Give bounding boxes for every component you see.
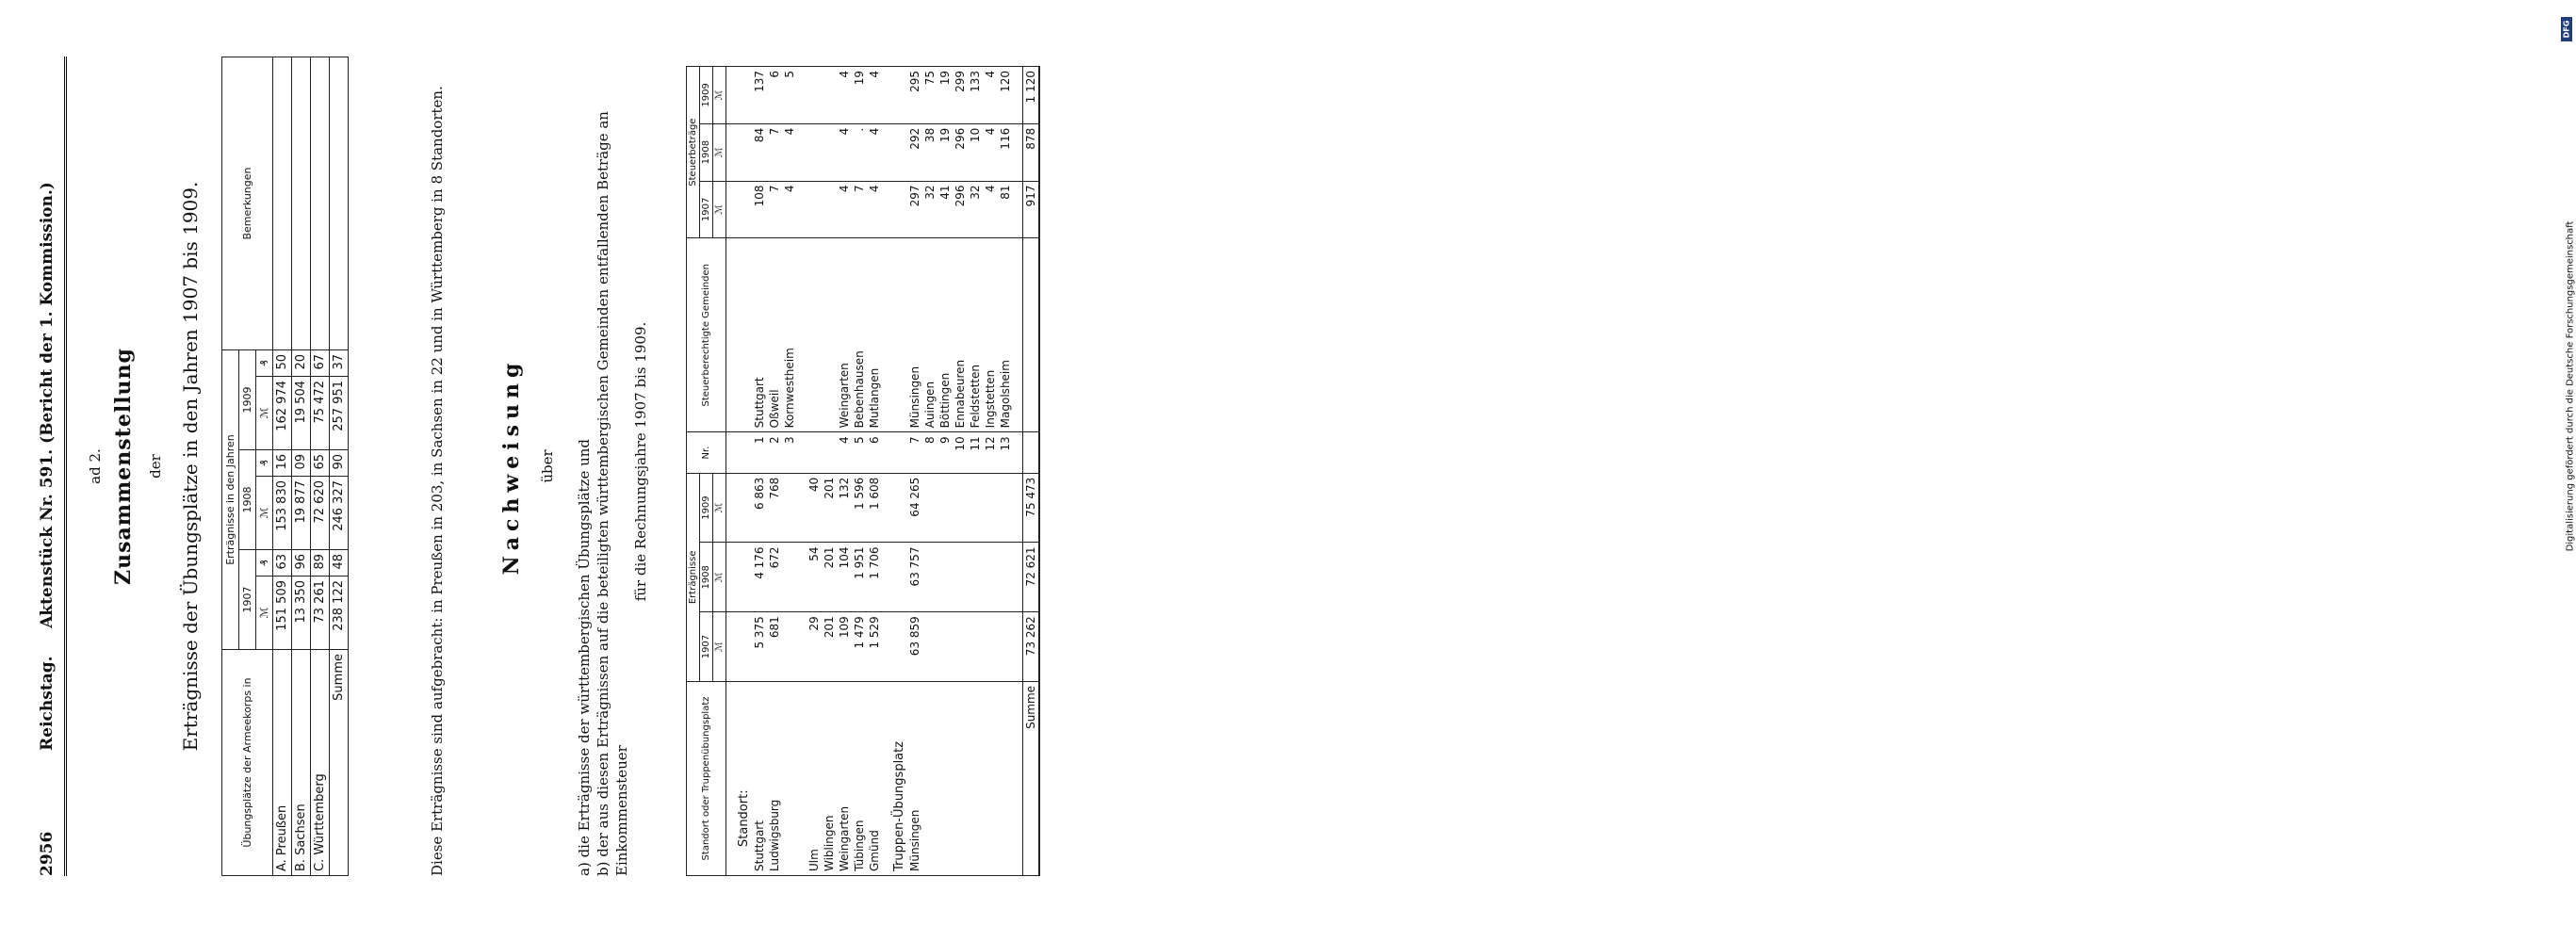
amount-cell: 295 — [907, 67, 922, 124]
page-number: 2956 — [38, 831, 57, 876]
gemeinde-cell: Oßweil — [767, 238, 782, 432]
table-row — [907, 67, 922, 876]
nr-cell — [807, 432, 822, 473]
nr-cell: 6 — [867, 432, 882, 473]
table-row — [752, 67, 767, 876]
year-header: 1908 — [700, 123, 713, 181]
amount-cell: 672 — [767, 543, 782, 612]
amount-cell — [968, 473, 983, 543]
gemeinde-cell: Bebenhausen — [852, 238, 867, 432]
amount-cell: 4 — [837, 67, 852, 124]
total-label: Summe — [330, 650, 349, 876]
amount-cell — [922, 612, 937, 682]
digitization-credit: Digitalisierung gefördert durch die Deutsche Forschungsgemeinschaft — [2565, 220, 2576, 552]
amount-cell: 109 — [837, 612, 852, 682]
rotated-page — [0, 0, 1263, 942]
amount-cell: 75 — [922, 67, 937, 124]
summary-col-remarks: Bemerkungen — [222, 57, 273, 350]
table-row — [837, 67, 852, 876]
gemeinde-cell — [807, 238, 822, 432]
gemeinde-cell: Mutlangen — [867, 238, 882, 432]
nr-cell: 5 — [852, 432, 867, 473]
table-row — [998, 67, 1013, 876]
unit-mark: ℳ — [256, 377, 273, 450]
amount-cell — [953, 543, 968, 612]
amount-cell: 4 176 — [752, 543, 767, 612]
amount-cell: 6 — [767, 67, 782, 124]
amount-cell — [807, 181, 822, 238]
standort-cell: Weingarten — [837, 681, 852, 875]
amount-cell — [822, 67, 837, 124]
table-row — [922, 67, 937, 876]
nachweisung-title: Nachweisung — [499, 357, 524, 576]
total-cell: 72 621 — [1023, 543, 1040, 612]
unit-pf: ₰ — [256, 450, 273, 477]
amount-cell — [968, 612, 983, 682]
header-left: Reichstag. — [38, 656, 57, 751]
amount-cell: 201 — [822, 612, 837, 682]
standort-cell: Ludwigsburg — [767, 681, 782, 875]
cell-value: 72 620 — [311, 477, 330, 550]
amount-cell — [782, 543, 797, 612]
amount-cell: 10 — [968, 123, 983, 181]
row-label: C. Württemberg — [311, 650, 330, 876]
amount-cell: 201 — [822, 543, 837, 612]
amount-cell: 4 — [867, 123, 882, 181]
year-header: 1907 — [700, 612, 713, 682]
amount-cell: 133 — [968, 67, 983, 124]
unit-mark: ℳ — [713, 67, 726, 124]
summary-year: 1909 — [239, 350, 256, 450]
nachweisung-ueber: über — [539, 449, 556, 483]
item-a: a) die Erträgnisse der württembergischen Übungsplätze und — [576, 438, 593, 876]
cell-value: 151 509 — [273, 577, 292, 650]
amount-cell: 19 — [937, 67, 953, 124]
amount-cell — [937, 612, 953, 682]
standort-cell — [998, 681, 1013, 875]
table-row — [852, 67, 867, 876]
amount-cell: 19 — [937, 123, 953, 181]
cell-value: 90 — [330, 450, 349, 477]
amount-cell: 38 — [922, 123, 937, 181]
cell-value: 238 122 — [330, 577, 349, 650]
ad-label: ad 2. — [87, 448, 104, 484]
col-ertraege: Erträgnisse — [687, 473, 700, 681]
unit-pf: ₰ — [256, 550, 273, 577]
table-row — [782, 67, 797, 876]
gemeinde-cell: Münsingen — [907, 238, 922, 432]
amount-cell: 64 265 — [907, 473, 922, 543]
total-cell: 1 120 — [1023, 67, 1040, 124]
amount-cell: 19 — [852, 67, 867, 124]
amount-cell: 299 — [953, 67, 968, 124]
standort-cell — [922, 681, 937, 875]
amount-cell — [782, 473, 797, 543]
header-center: Aktenstück Nr. 591. (Bericht der 1. Kommission.) — [38, 182, 57, 628]
nr-cell: 9 — [937, 432, 953, 473]
amount-cell: 296 — [953, 123, 968, 181]
cell-value: 96 — [292, 550, 311, 577]
spacer-row — [726, 67, 737, 876]
nr-cell: 2 — [767, 432, 782, 473]
empty-cell — [1023, 238, 1040, 432]
summary-col-group: Erträgnisse in den Jahren — [222, 350, 239, 650]
amount-cell: 768 — [767, 473, 782, 543]
cell-value: 162 974 — [273, 377, 292, 450]
total-cell: 75 473 — [1023, 473, 1040, 543]
total-row — [1023, 67, 1040, 876]
amount-cell: 108 — [752, 181, 767, 238]
amount-cell — [822, 123, 837, 181]
amount-cell — [998, 612, 1013, 682]
table-row — [273, 57, 292, 876]
amount-cell: 7 — [767, 123, 782, 181]
summary-der: der — [147, 454, 164, 479]
amount-cell — [807, 67, 822, 124]
gemeinde-cell: Stuttgart — [752, 238, 767, 432]
amount-cell: 116 — [998, 123, 1013, 181]
total-cell: 73 262 — [1023, 612, 1040, 682]
cell-value: 63 — [273, 550, 292, 577]
gemeinde-cell: Magolsheim — [998, 238, 1013, 432]
amount-cell — [953, 473, 968, 543]
summary-year: 1908 — [239, 450, 256, 550]
cell-remark — [273, 57, 292, 350]
cell-value: 257 951 — [330, 377, 349, 450]
gemeinde-cell — [822, 238, 837, 432]
amount-cell: 120 — [998, 67, 1013, 124]
amount-cell: 81 — [998, 181, 1013, 238]
col-gemeinden: Steuerberechtigte Gemeinden — [687, 238, 726, 432]
table-row — [968, 67, 983, 876]
row-label: A. Preußen — [273, 650, 292, 876]
cell-value: 73 261 — [311, 577, 330, 650]
gemeinde-cell: Weingarten — [837, 238, 852, 432]
amount-cell: 5 — [782, 67, 797, 124]
cell-value: 48 — [330, 550, 349, 577]
nr-cell: 10 — [953, 432, 968, 473]
cell-value: 37 — [330, 350, 349, 377]
amount-cell: 4 — [983, 67, 998, 124]
summary-col-first: Übungsplätze der Armeekorps in — [222, 650, 273, 876]
total-cell: 917 — [1023, 181, 1040, 238]
page-header — [26, 57, 68, 876]
standort-cell — [937, 681, 953, 875]
total-label: Summe — [1023, 681, 1040, 875]
spacer-row — [1013, 67, 1023, 876]
amount-cell: 40 — [807, 473, 822, 543]
amount-cell: 63 757 — [907, 543, 922, 612]
cell-value: 16 — [273, 450, 292, 477]
cell-value: 20 — [292, 350, 311, 377]
amount-cell — [983, 473, 998, 543]
amount-cell — [782, 612, 797, 682]
standort-cell: Ulm — [807, 681, 822, 875]
cell-value: 13 350 — [292, 577, 311, 650]
empty-cell — [1023, 432, 1040, 473]
amount-cell: 84 — [752, 123, 767, 181]
standort-cell — [983, 681, 998, 875]
cell-value: 246 327 — [330, 477, 349, 550]
unit-mark: ℳ — [256, 477, 273, 550]
unit-mark: ℳ — [713, 473, 726, 543]
cell-value: 67 — [311, 350, 330, 377]
amount-cell — [953, 612, 968, 682]
amount-cell: 132 — [837, 473, 852, 543]
amount-cell: 104 — [837, 543, 852, 612]
section-truppenuebungsplatz: Truppen-Übungsplatz — [891, 681, 907, 875]
amount-cell — [937, 473, 953, 543]
year-header: 1907 — [700, 181, 713, 238]
year-header: 1909 — [700, 67, 713, 124]
cell-remark — [292, 57, 311, 350]
amount-cell: 297 — [907, 181, 922, 238]
amount-cell: 4 — [983, 123, 998, 181]
amount-cell — [998, 543, 1013, 612]
cell-value: 75 472 — [311, 377, 330, 450]
gemeinde-cell: Ingstetten — [983, 238, 998, 432]
summary-title: Zusammenstellung — [111, 348, 136, 585]
header-rule — [64, 57, 67, 876]
table-row — [292, 57, 311, 876]
standort-cell: Stuttgart — [752, 681, 767, 875]
amount-cell: 4 — [867, 67, 882, 124]
amount-cell: 137 — [752, 67, 767, 124]
table-row — [822, 67, 837, 876]
amount-cell: 41 — [937, 181, 953, 238]
spacer-row — [882, 67, 891, 876]
header-title — [38, 57, 57, 876]
year-header: 1908 — [700, 543, 713, 612]
amount-cell — [968, 543, 983, 612]
standort-cell — [953, 681, 968, 875]
amount-cell — [998, 473, 1013, 543]
unit-mark: ℳ — [713, 181, 726, 238]
credit-strip — [1274, 9, 2576, 942]
standort-cell: Münsingen — [907, 681, 922, 875]
unit-mark: ℳ — [256, 577, 273, 650]
standort-cell — [968, 681, 983, 875]
item-b: b) der aus diesen Erträgnissen auf die beteiligten württembergischen Gemeinden entfallenden Beträge an Einkommensteuer — [595, 111, 630, 876]
amount-cell — [983, 612, 998, 682]
amount-cell: 63 859 — [907, 612, 922, 682]
spacer-row — [797, 67, 807, 876]
col-nr: Nr. — [687, 432, 726, 473]
amount-cell: 32 — [968, 181, 983, 238]
gemeinde-cell: Kornwestheim — [782, 238, 797, 432]
amount-cell: 296 — [953, 181, 968, 238]
amount-cell: 292 — [907, 123, 922, 181]
nr-cell: 11 — [968, 432, 983, 473]
total-cell: 878 — [1023, 123, 1040, 181]
table-row — [867, 67, 882, 876]
table-row — [311, 57, 330, 876]
cell-value: 19 877 — [292, 477, 311, 550]
nr-cell: 8 — [922, 432, 937, 473]
nr-cell: 4 — [837, 432, 852, 473]
amount-cell: 54 — [807, 543, 822, 612]
amount-cell: 4 — [867, 181, 882, 238]
table-row — [937, 67, 953, 876]
amount-cell: 4 — [782, 123, 797, 181]
col-standort: Standort oder Truppenübungsplatz — [687, 681, 726, 875]
row-label: B. Sachsen — [292, 650, 311, 876]
gemeinde-cell: Auingen — [922, 238, 937, 432]
gemeinde-cell: Feldstetten — [968, 238, 983, 432]
unit-mark: ℳ — [713, 543, 726, 612]
gemeinde-cell: Ennabeuren — [953, 238, 968, 432]
summary-note: Diese Erträgnisse sind aufgebracht: in Preußen in 203, in Sachsen in 22 und in Württemberg in 8 Standorten. — [429, 86, 446, 876]
amount-cell: 4 — [782, 181, 797, 238]
cell-value: 09 — [292, 450, 311, 477]
standort-cell: Tübingen — [852, 681, 867, 875]
cell-remark — [311, 57, 330, 350]
amount-cell: . — [852, 123, 867, 181]
section-row — [891, 67, 907, 876]
unit-mark: ℳ — [713, 123, 726, 181]
standort-cell: Gmünd — [867, 681, 882, 875]
period-line: für die Rechnungsjahre 1907 bis 1909. — [632, 321, 649, 602]
summary-table — [221, 57, 349, 876]
standort-cell: Wiblingen — [822, 681, 837, 875]
nr-cell: 1 — [752, 432, 767, 473]
amount-cell: 1 596 — [852, 473, 867, 543]
dfg-logo: DFG — [2561, 17, 2572, 41]
summary-subtitle: Erträgnisse der Übungsplätze in den Jahren 1907 bis 1909. — [179, 181, 202, 752]
amount-cell: 1 529 — [867, 612, 882, 682]
table-row — [953, 67, 968, 876]
total-row — [330, 57, 349, 876]
amount-cell: 6 863 — [752, 473, 767, 543]
amount-cell: 681 — [767, 612, 782, 682]
table-row — [807, 67, 822, 876]
amount-cell — [922, 473, 937, 543]
amount-cell: 5 375 — [752, 612, 767, 682]
amount-cell: 1 479 — [852, 612, 867, 682]
amount-cell: 1 706 — [867, 543, 882, 612]
nr-cell: 12 — [983, 432, 998, 473]
amount-cell: 4 — [837, 181, 852, 238]
cell-value: 89 — [311, 550, 330, 577]
cell-value: 50 — [273, 350, 292, 377]
unit-pf: ₰ — [256, 350, 273, 377]
amount-cell: 4 — [983, 181, 998, 238]
amount-cell: 1 608 — [867, 473, 882, 543]
col-steuer: Steuerbeträge — [687, 67, 700, 238]
cell-value: 19 504 — [292, 377, 311, 450]
cell-remark — [330, 57, 349, 350]
standort-cell — [782, 681, 797, 875]
cell-value: 65 — [311, 450, 330, 477]
amount-cell — [922, 543, 937, 612]
amount-cell: 29 — [807, 612, 822, 682]
table-row — [983, 67, 998, 876]
amount-cell — [983, 543, 998, 612]
section-standort: Standort: — [736, 681, 752, 875]
nr-cell: 7 — [907, 432, 922, 473]
amount-cell — [937, 543, 953, 612]
year-header: 1909 — [700, 473, 713, 543]
amount-cell: 4 — [837, 123, 852, 181]
nr-cell: 3 — [782, 432, 797, 473]
section-row — [736, 67, 752, 876]
nachweisung-intro — [575, 47, 650, 876]
amount-cell — [822, 181, 837, 238]
amount-cell: 7 — [767, 181, 782, 238]
amount-cell: 201 — [822, 473, 837, 543]
nachweisung-table — [686, 66, 1040, 876]
amount-cell: 7 — [852, 181, 867, 238]
cell-value: 153 830 — [273, 477, 292, 550]
nr-cell — [822, 432, 837, 473]
amount-cell — [807, 123, 822, 181]
summary-year: 1907 — [239, 550, 256, 650]
amount-cell: 32 — [922, 181, 937, 238]
table-row — [767, 67, 782, 876]
nr-cell: 13 — [998, 432, 1013, 473]
unit-mark: ℳ — [713, 612, 726, 682]
amount-cell: 1 951 — [852, 543, 867, 612]
gemeinde-cell: Böttingen — [937, 238, 953, 432]
